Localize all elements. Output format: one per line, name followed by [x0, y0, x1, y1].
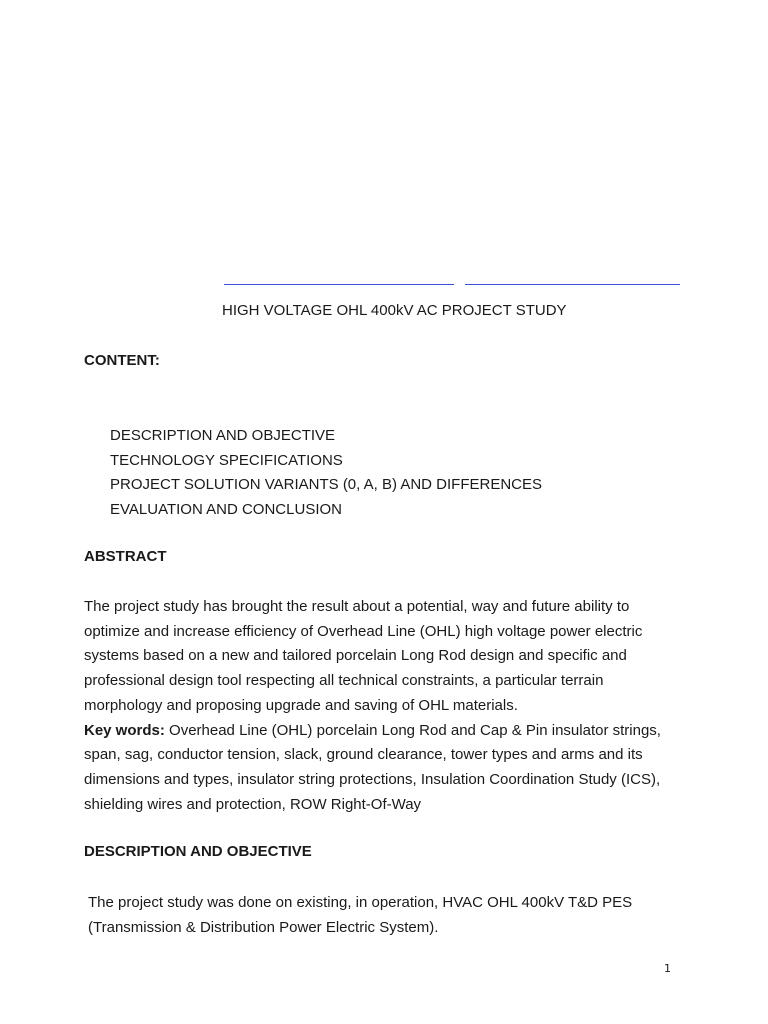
keywords-paragraph: [84, 719, 684, 818]
header-rule-right: [465, 284, 680, 285]
keywords-label: Key words:: [84, 721, 165, 739]
description-paragraph: The project study was done on existing, in operation, HVAC OHL 400kV T&D PES (Transmission & Distribution Power Electric System).: [88, 894, 633, 936]
abstract-paragraph: The project study has brought the result about a potential, way and future ability to optimize and increase efficiency of Overhead Line (OHL) high voltage power electric systems based on a new and tailored porcelain Long Rod design and specific and professional design tool respecting all technical constraints, a particular terrain morphology and proposing upgrade and saving of OHL materials.: [84, 598, 643, 714]
content-heading: CONTENT:: [84, 352, 160, 369]
toc-item: TECHNOLOGY SPECIFICATIONS: [110, 451, 343, 469]
toc-item: PROJECT SOLUTION VARIANTS (0, A, B) AND DIFFERENCES: [110, 476, 543, 494]
toc-item: EVALUATION AND CONCLUSION: [110, 501, 342, 519]
description-section: [88, 891, 688, 940]
header-rule-left: [224, 284, 454, 285]
description-heading: DESCRIPTION AND OBJECTIVE: [84, 843, 312, 860]
toc-item: DESCRIPTION AND OBJECTIVE: [110, 427, 336, 444]
abstract-section: [84, 595, 684, 817]
document-title: HIGH VOLTAGE OHL 400kV AC PROJECT STUDY: [222, 302, 567, 319]
keywords-text: Overhead Line (OHL) porcelain Long Rod and Cap & Pin insulator strings, span, sag, conductor tension, slack, ground clearance, tower types and arms and its dimensions and types, insulator string protections, Insulation Coordination Study (ICS), shielding wires and protection, ROW Right-Of-Way: [84, 721, 661, 813]
page-number: 1: [664, 962, 671, 975]
table-of-contents: [110, 424, 542, 523]
abstract-heading: ABSTRACT: [84, 548, 167, 565]
